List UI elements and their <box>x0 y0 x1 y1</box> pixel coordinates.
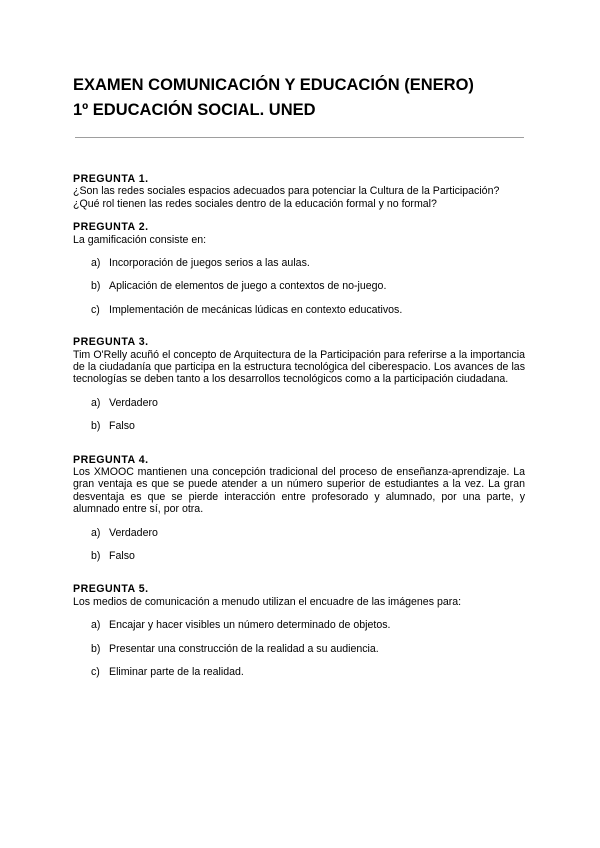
question-heading: PREGUNTA 1. <box>73 173 149 185</box>
question-heading: PREGUNTA 2. <box>73 221 149 234</box>
question-2 <box>73 221 525 316</box>
answer-option-a <box>73 527 525 539</box>
header-divider <box>75 137 524 138</box>
option-text: Eliminar parte de la realidad. <box>109 666 244 679</box>
option-letter: c) <box>91 666 100 679</box>
answer-option-b <box>73 550 525 562</box>
option-letter: a) <box>91 526 101 539</box>
question-paragraph: Los XMOOC mantienen una concepción tradicional del proceso de enseñanza-aprendizaje. La gran ventaja es que se puede atender a un número superior de estudiantes a la vez. La gran desventaja es que se pierde interacción entre profesorado y alumnado, por una parte, y alumnado entre sí, por otra. <box>73 466 525 516</box>
question-line: ¿Qué rol tienen las redes sociales dentro de la educación formal y no formal? <box>73 197 437 210</box>
question-line: Los medios de comunicación a menudo utilizan el encuadre de las imágenes para: <box>73 595 462 608</box>
option-text: Implementación de mecánicas lúdicas en contexto educativos. <box>109 303 403 316</box>
option-letter: b) <box>91 642 101 655</box>
answer-option-b <box>73 280 525 292</box>
answer-option-b <box>73 420 525 432</box>
option-text: Aplicación de elementos de juego a contextos de no-juego. <box>109 280 387 293</box>
option-text: Verdadero <box>109 396 158 409</box>
answer-option-c <box>73 304 525 316</box>
question-line: ¿Son las redes sociales espacios adecuados para potenciar la Cultura de la Participación? <box>73 185 500 198</box>
option-letter: b) <box>91 280 101 293</box>
question-3 <box>73 336 525 432</box>
question-5 <box>73 583 525 678</box>
option-text: Falso <box>109 550 135 563</box>
option-letter: a) <box>91 619 101 632</box>
question-paragraph: Tim O'Relly acuñó el concepto de Arquitectura de la Participación para referirse a la importancia de la ciudadanía que participa en la estructura tecnológica del ciberespacio. Los avances de las tecnologías se deben tanto a los desarrollos tecnológicos como a la participación ciudadana. <box>73 348 525 386</box>
answer-options <box>73 527 525 563</box>
question-heading: PREGUNTA 5. <box>73 583 149 596</box>
option-letter: a) <box>91 257 101 270</box>
option-letter: b) <box>91 550 101 563</box>
answer-option-b <box>73 643 525 655</box>
question-line: La gamificación consiste en: <box>73 233 207 246</box>
question-4 <box>73 454 525 563</box>
option-text: Falso <box>109 420 135 433</box>
question-1 <box>73 173 525 210</box>
answer-option-c <box>73 666 525 678</box>
exam-title <box>73 73 533 123</box>
title-line-2: 1º EDUCACIÓN SOCIAL. UNED <box>73 101 316 119</box>
answer-option-a <box>73 619 525 631</box>
answer-options <box>73 397 525 433</box>
title-line-1: EXAMEN COMUNICACIÓN Y EDUCACIÓN (ENERO) <box>73 76 474 94</box>
option-letter: c) <box>91 303 100 316</box>
answer-option-a <box>73 397 525 409</box>
option-text: Presentar una construcción de la realidad a su audiencia. <box>109 642 379 655</box>
option-letter: b) <box>91 420 101 433</box>
question-heading: PREGUNTA 3. <box>73 336 149 349</box>
option-text: Incorporación de juegos serios a las aulas. <box>109 257 310 270</box>
question-heading: PREGUNTA 4. <box>73 453 149 466</box>
answer-options <box>73 257 525 316</box>
option-letter: a) <box>91 396 101 409</box>
option-text: Encajar y hacer visibles un número determinado de objetos. <box>109 619 391 632</box>
option-text: Verdadero <box>109 526 158 539</box>
answer-option-a <box>73 257 525 269</box>
answer-options <box>73 619 525 678</box>
questions-list <box>73 173 525 689</box>
